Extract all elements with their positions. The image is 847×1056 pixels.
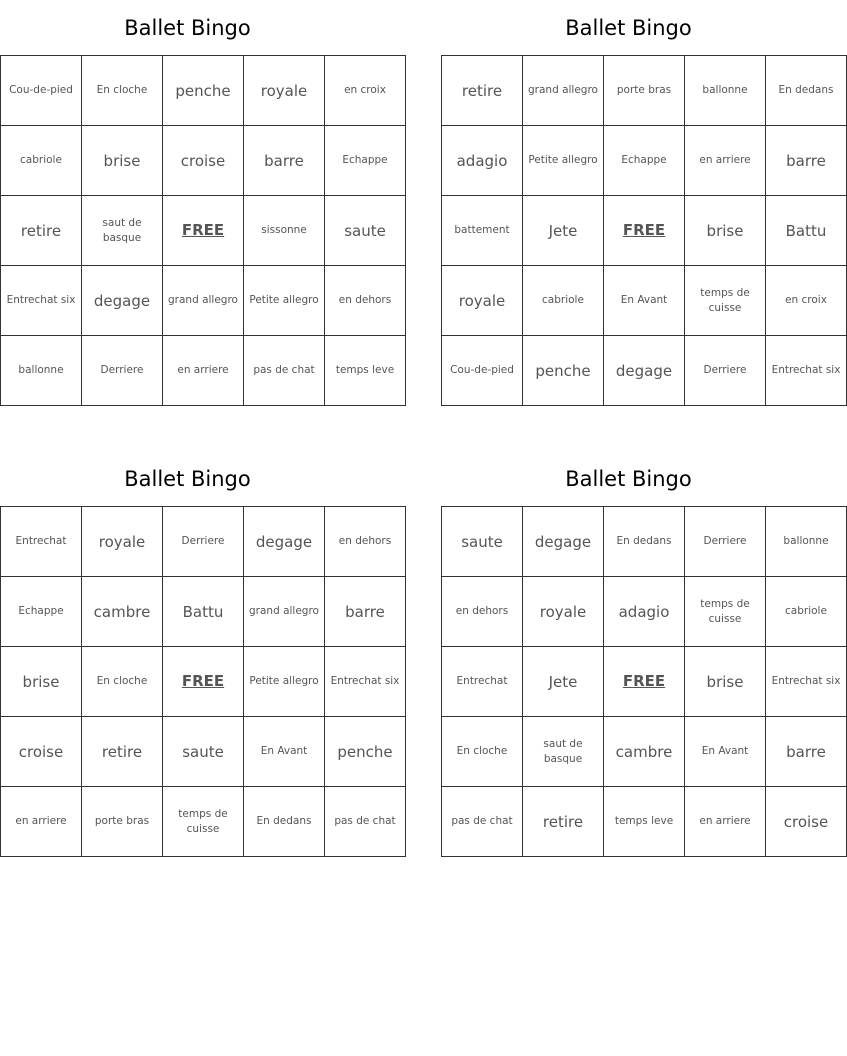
- bingo-card-4: [441, 463, 841, 831]
- bingo-cell: saut de basque: [82, 196, 163, 266]
- bingo-row: [442, 126, 847, 196]
- bingo-cell: Entrechat: [1, 507, 82, 577]
- bingo-grid: [0, 506, 406, 857]
- bingo-cell: Battu: [766, 196, 847, 266]
- bingo-cell: sissonne: [244, 196, 325, 266]
- bingo-cell: pas de chat: [442, 787, 523, 857]
- bingo-cell: cabriole: [523, 266, 604, 336]
- bingo-cell: Derriere: [685, 507, 766, 577]
- bingo-cell: en croix: [325, 56, 406, 126]
- bingo-cell: barre: [325, 577, 406, 647]
- bingo-cell: en arriere: [163, 336, 244, 406]
- bingo-cell: cambre: [604, 717, 685, 787]
- bingo-grid: [0, 55, 406, 406]
- bingo-cell: en croix: [766, 266, 847, 336]
- bingo-cell: temps de cuisse: [163, 787, 244, 857]
- free-space-cell: FREE: [604, 196, 685, 266]
- bingo-cell: barre: [244, 126, 325, 196]
- bingo-cell: croise: [163, 126, 244, 196]
- free-space-cell: FREE: [163, 196, 244, 266]
- bingo-cell: En Avant: [685, 717, 766, 787]
- bingo-cell: Petite allegro: [244, 266, 325, 336]
- bingo-cell: brise: [685, 196, 766, 266]
- bingo-cell: cambre: [82, 577, 163, 647]
- bingo-cell: Derriere: [82, 336, 163, 406]
- bingo-cell: Battu: [163, 577, 244, 647]
- bingo-cell: barre: [766, 126, 847, 196]
- bingo-cell: Entrechat six: [766, 647, 847, 717]
- bingo-cell: Cou-de-pied: [1, 56, 82, 126]
- bingo-cell: porte bras: [82, 787, 163, 857]
- bingo-row: [442, 196, 847, 266]
- bingo-row: [1, 126, 406, 196]
- bingo-cell: retire: [82, 717, 163, 787]
- card-title: Ballet Bingo: [565, 467, 692, 491]
- bingo-cell: en dehors: [325, 507, 406, 577]
- bingo-cell: porte bras: [604, 56, 685, 126]
- bingo-cell: saute: [163, 717, 244, 787]
- bingo-cell: ballonne: [766, 507, 847, 577]
- bingo-cell: En Avant: [604, 266, 685, 336]
- bingo-cell: Echappe: [604, 126, 685, 196]
- bingo-cell: royale: [82, 507, 163, 577]
- bingo-cell: saut de basque: [523, 717, 604, 787]
- bingo-cell: penche: [163, 56, 244, 126]
- bingo-cell: degage: [82, 266, 163, 336]
- bingo-cell: pas de chat: [244, 336, 325, 406]
- free-space-cell: FREE: [604, 647, 685, 717]
- bingo-grid: [441, 55, 847, 406]
- bingo-cell: Entrechat six: [325, 647, 406, 717]
- bingo-cell: grand allegro: [523, 56, 604, 126]
- bingo-cell: Petite allegro: [244, 647, 325, 717]
- bingo-cell: croise: [766, 787, 847, 857]
- bingo-cell: Jete: [523, 196, 604, 266]
- bingo-cell: En cloche: [82, 56, 163, 126]
- bingo-cell: degage: [523, 507, 604, 577]
- bingo-cell: Entrechat six: [1, 266, 82, 336]
- bingo-row: [1, 266, 406, 336]
- bingo-cell: en dehors: [325, 266, 406, 336]
- bingo-cell: degage: [604, 336, 685, 406]
- bingo-row: [442, 717, 847, 787]
- bingo-cell: cabriole: [1, 126, 82, 196]
- bingo-cell: En dedans: [766, 56, 847, 126]
- bingo-cell: En Avant: [244, 717, 325, 787]
- bingo-cell: ballonne: [1, 336, 82, 406]
- bingo-cell: en arriere: [685, 126, 766, 196]
- bingo-cell: Cou-de-pied: [442, 336, 523, 406]
- bingo-row: [442, 266, 847, 336]
- bingo-cell: en arriere: [1, 787, 82, 857]
- bingo-cell: Petite allegro: [523, 126, 604, 196]
- bingo-cell: En cloche: [442, 717, 523, 787]
- bingo-cell: degage: [244, 507, 325, 577]
- bingo-cell: Echappe: [1, 577, 82, 647]
- bingo-cell: grand allegro: [244, 577, 325, 647]
- bingo-cell: adagio: [604, 577, 685, 647]
- bingo-row: [442, 56, 847, 126]
- bingo-cell: Derriere: [685, 336, 766, 406]
- bingo-cell: royale: [244, 56, 325, 126]
- bingo-cell: brise: [1, 647, 82, 717]
- bingo-cell: cabriole: [766, 577, 847, 647]
- bingo-cell: ballonne: [685, 56, 766, 126]
- bingo-cell: croise: [1, 717, 82, 787]
- bingo-grid: [441, 506, 847, 857]
- free-space-cell: FREE: [163, 647, 244, 717]
- bingo-cell: en dehors: [442, 577, 523, 647]
- bingo-cell: Entrechat six: [766, 336, 847, 406]
- bingo-cell: battement: [442, 196, 523, 266]
- bingo-card-3: [0, 463, 400, 835]
- bingo-row: [1, 717, 406, 787]
- bingo-row: [1, 507, 406, 577]
- bingo-cell: royale: [442, 266, 523, 336]
- bingo-row: [1, 647, 406, 717]
- bingo-row: [442, 647, 847, 717]
- bingo-cell: retire: [523, 787, 604, 857]
- bingo-row: [1, 787, 406, 857]
- bingo-cell: brise: [82, 126, 163, 196]
- bingo-cell: adagio: [442, 126, 523, 196]
- bingo-cell: temps leve: [604, 787, 685, 857]
- bingo-cell: Derriere: [163, 507, 244, 577]
- bingo-row: [1, 196, 406, 266]
- bingo-cell: grand allegro: [163, 266, 244, 336]
- bingo-row: [1, 56, 406, 126]
- bingo-card-2: [441, 12, 841, 380]
- bingo-cell: retire: [1, 196, 82, 266]
- bingo-cell: temps de cuisse: [685, 577, 766, 647]
- bingo-cell: Entrechat: [442, 647, 523, 717]
- bingo-row: [442, 336, 847, 406]
- bingo-row: [1, 577, 406, 647]
- bingo-cell: En dedans: [604, 507, 685, 577]
- bingo-cell: En cloche: [82, 647, 163, 717]
- bingo-row: [1, 336, 406, 406]
- bingo-cell: temps leve: [325, 336, 406, 406]
- bingo-cell: royale: [523, 577, 604, 647]
- bingo-cell: saute: [442, 507, 523, 577]
- bingo-cell: retire: [442, 56, 523, 126]
- bingo-cell: temps de cuisse: [685, 266, 766, 336]
- bingo-row: [442, 787, 847, 857]
- bingo-cell: barre: [766, 717, 847, 787]
- bingo-cell: en arriere: [685, 787, 766, 857]
- card-title: Ballet Bingo: [565, 16, 692, 40]
- bingo-cell: Echappe: [325, 126, 406, 196]
- bingo-row: [442, 507, 847, 577]
- card-title: Ballet Bingo: [124, 467, 251, 491]
- bingo-row: [442, 577, 847, 647]
- bingo-cell: Jete: [523, 647, 604, 717]
- bingo-cell: brise: [685, 647, 766, 717]
- bingo-cell: penche: [325, 717, 406, 787]
- bingo-cell: saute: [325, 196, 406, 266]
- card-title: Ballet Bingo: [124, 16, 251, 40]
- bingo-card-1: [0, 12, 395, 376]
- bingo-cell: pas de chat: [325, 787, 406, 857]
- bingo-cell: penche: [523, 336, 604, 406]
- bingo-cell: En dedans: [244, 787, 325, 857]
